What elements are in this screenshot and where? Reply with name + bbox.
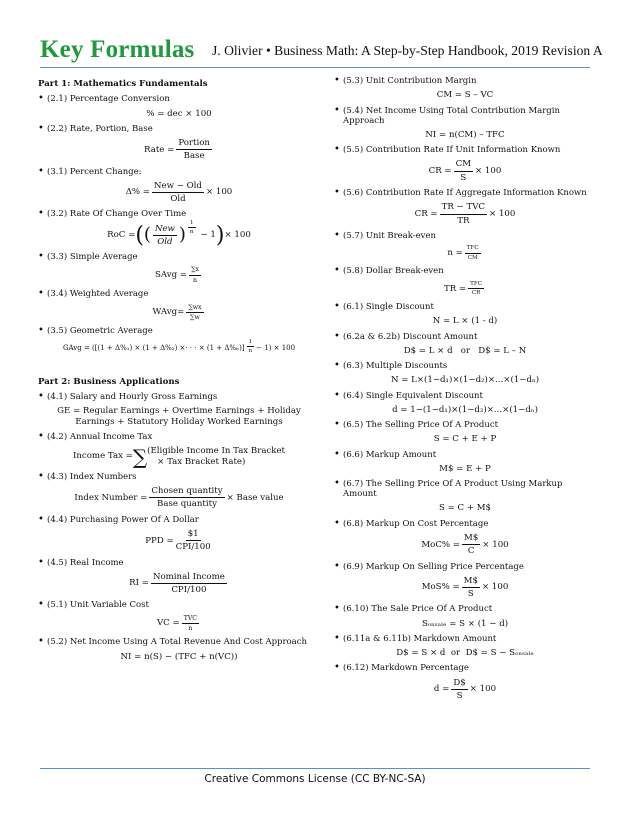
denominator: C	[467, 546, 475, 557]
formula: D$ = L × d or D$ = L – N	[403, 345, 527, 356]
formula-lhs: RI =	[129, 578, 149, 589]
formula: CM = S – VC	[436, 90, 494, 101]
formula-lhs: Index Number =	[74, 492, 148, 503]
formula: S = C + E + P	[433, 434, 497, 445]
fraction	[465, 245, 481, 261]
exponent-fraction	[247, 339, 255, 355]
formula-label: • (6.8) Markup On Cost Percentage	[334, 519, 596, 529]
formula: d = 1−(1−d₁)×(1−d₂)×...×(1−dₙ)	[392, 404, 538, 415]
exponent-denominator: n	[189, 229, 194, 236]
open-paren: (	[135, 222, 144, 248]
denominator: Old	[157, 236, 173, 247]
denominator: Old	[170, 194, 186, 205]
formula-two-line	[147, 446, 285, 467]
formula-label: • (6.5) The Selling Price Of A Product	[334, 420, 596, 430]
exponent-fraction	[188, 220, 196, 236]
formula	[334, 202, 596, 226]
numerator: ∑wx	[186, 304, 203, 313]
formula-label: • (6.9) Markup On Selling Price Percentage	[334, 562, 596, 572]
formula-lhs: RoC =	[107, 230, 136, 241]
formula-label: • (3.4) Weighted Average	[38, 289, 320, 299]
formula	[38, 138, 320, 162]
numerator: New − Old	[152, 181, 204, 193]
formula	[334, 576, 596, 600]
formula-rhs: × 100	[205, 187, 233, 198]
formula-label: • (3.1) Percent Change:	[38, 167, 320, 177]
numerator: ∑x	[189, 266, 201, 275]
formula	[38, 529, 320, 553]
formula-item	[38, 600, 320, 632]
formula-label: • (2.1) Percentage Conversion	[38, 94, 320, 104]
exponent-numerator: 1	[247, 339, 255, 348]
numerator: Nominal Income	[151, 572, 227, 584]
formula	[38, 615, 320, 633]
formula: N = L × (1 - d)	[432, 316, 498, 327]
formula-lhs: SAvg =	[155, 270, 188, 281]
formula-label: • (6.6) Markup Amount	[334, 450, 596, 460]
fraction	[151, 572, 227, 596]
formula-label: • (6.4) Single Equivalent Discount	[334, 391, 596, 401]
formula-item	[38, 392, 320, 427]
formula-label: • (6.7) The Selling Price Of A Product Using Markup Amount	[334, 479, 596, 499]
formula-label: • (5.3) Unit Contribution Margin	[334, 76, 596, 86]
formula: N = L×(1−d₁)×(1−d₂)×...×(1−dₙ)	[390, 375, 540, 386]
formula-item	[334, 231, 596, 262]
formula-tail: − 1) × 100	[256, 343, 296, 352]
formula-lhs: WAvg=	[152, 307, 185, 318]
formula-item	[334, 391, 596, 416]
formula-main: GAvg = ([(1 + Δ%₁) × (1 + Δ%₂) ×· · · × (1 + Δ%ₙ)]	[62, 343, 245, 352]
formula-rhs: × 100	[475, 166, 502, 177]
denominator: CPI/100	[171, 585, 207, 596]
numerator: $1	[186, 529, 201, 541]
exponent-numerator: 1	[188, 220, 196, 229]
denominator: S	[460, 172, 467, 183]
denominator: S	[456, 690, 463, 701]
numerator: TVC	[182, 615, 199, 624]
formula-rhs: × 100	[481, 582, 509, 593]
formula-item	[334, 634, 596, 659]
formula-label: • (4.2) Annual Income Tax	[38, 432, 320, 442]
numerator: TFC	[468, 281, 484, 290]
formula-item	[38, 472, 320, 510]
fraction	[176, 529, 211, 553]
formula-item	[38, 558, 320, 596]
formula	[334, 281, 596, 297]
formula-line: × Tax Bracket Rate)	[157, 456, 246, 467]
formula-label: • (5.7) Unit Break-even	[334, 231, 596, 241]
footer-divider	[40, 768, 590, 769]
formula-item	[334, 188, 596, 226]
formula-lhs: CR =	[428, 166, 452, 177]
formula-lhs: MoC% =	[421, 539, 461, 550]
formula-label: • (6.11a & 6.11b) Markdown Amount	[334, 634, 596, 644]
formula-item	[334, 145, 596, 183]
fraction	[182, 615, 199, 633]
part1-heading: Part 1: Mathematics Fundamentals	[38, 79, 208, 89]
formula-rhs: × 100	[469, 684, 497, 695]
formula	[334, 533, 596, 557]
formula-rhs: × 100	[489, 208, 516, 219]
formula	[38, 181, 320, 205]
formula-lhs: TR =	[443, 283, 467, 294]
formula: D$ = S × d or D$ = S − Sₒₙₛₐₗₑ	[396, 648, 534, 658]
formula-line: Earnings + Statutory Holiday Worked Earnings	[75, 416, 283, 427]
formula-lhs: Δ% =	[125, 187, 151, 198]
formula	[38, 219, 320, 248]
formula	[38, 486, 320, 510]
formula	[38, 304, 320, 322]
footer-license: Creative Commons License (CC BY-NC-SA)	[204, 773, 426, 785]
formula-label: • (5.6) Contribution Rate If Aggregate Information Known	[334, 188, 596, 198]
formula-two-line	[57, 406, 301, 427]
formula-item	[38, 515, 320, 553]
formula-item	[334, 302, 596, 327]
fraction	[468, 281, 484, 297]
formula-lhs: n =	[447, 248, 463, 259]
numerator: M$	[462, 576, 480, 588]
denominator: Base quantity	[157, 499, 217, 510]
formula-lhs: VC =	[156, 618, 180, 629]
formula-item	[334, 562, 596, 600]
formula-item	[38, 252, 320, 284]
formula-item	[38, 289, 320, 321]
open-paren: (	[143, 224, 151, 246]
formula	[38, 406, 320, 427]
formula-item	[38, 432, 320, 467]
header-divider	[40, 67, 590, 68]
formula-label: • (5.8) Dollar Break-even	[334, 266, 596, 276]
formula-label: • (6.1) Single Discount	[334, 302, 596, 312]
formula-lhs: CR =	[414, 208, 438, 219]
formula-item	[38, 209, 320, 247]
formula: Sₒₙₛₐₗₑ = S × (1 − d)	[421, 618, 509, 629]
formula-label: • (6.12) Markdown Percentage	[334, 663, 596, 673]
formula	[334, 159, 596, 183]
fraction	[451, 678, 467, 702]
formula: % = dec × 100	[146, 108, 212, 119]
formula: NI = n(CM) – TFC	[425, 129, 505, 140]
fraction	[440, 202, 487, 226]
formula	[38, 338, 320, 355]
formula-item	[38, 326, 320, 355]
denominator: n	[193, 276, 198, 284]
numerator: New	[153, 224, 177, 236]
formula-lhs: Income Tax =	[73, 451, 133, 462]
formula-item	[334, 420, 596, 445]
denominator: S	[467, 589, 474, 599]
fraction	[454, 159, 473, 183]
numerator: TFC	[465, 245, 481, 254]
fraction	[189, 266, 201, 284]
formula-item	[38, 124, 320, 162]
formula	[334, 245, 596, 261]
formula	[38, 266, 320, 284]
formula-label: • (5.1) Unit Variable Cost	[38, 600, 320, 610]
formula-line: (Eligible Income In Tax Bracket	[147, 446, 285, 457]
formula-lhs: Rate =	[144, 144, 175, 155]
formula-label: • (3.2) Rate Of Change Over Time	[38, 209, 320, 219]
numerator: Chosen quantity	[149, 486, 224, 498]
formula-item	[334, 519, 596, 557]
part2-heading: Part 2: Business Applications	[38, 376, 180, 387]
formula-item	[38, 167, 320, 205]
formula-item	[334, 361, 596, 386]
denominator: Base	[183, 151, 205, 162]
denominator: CPI/100	[175, 542, 211, 553]
fraction	[149, 486, 224, 510]
formula: NI = n(S) − (TFC + n(VC))	[120, 651, 238, 662]
numerator: D$	[451, 678, 467, 690]
formula-lhs: d =	[433, 684, 450, 695]
close-paren: )	[178, 224, 186, 246]
formula-item	[38, 637, 320, 662]
formula: M$ = E + P	[439, 463, 491, 474]
formula-label: • (4.5) Real Income	[38, 558, 320, 568]
formula-line: GE = Regular Earnings + Overtime Earnings + Holiday	[57, 406, 301, 417]
formula-label: • (4.3) Index Numbers	[38, 472, 320, 482]
formula-label: • (6.2a & 6.2b) Discount Amount	[334, 332, 596, 342]
formula-label: • (5.2) Net Income Using A Total Revenue And Cost Approach	[38, 637, 320, 647]
formula-item	[334, 266, 596, 297]
formula-item	[334, 332, 596, 357]
denominator: ∑w	[190, 313, 200, 321]
fraction	[176, 138, 212, 162]
formula-item	[334, 106, 596, 141]
formula-label: • (2.2) Rate, Portion, Base	[38, 124, 320, 134]
denominator: TR	[457, 215, 470, 226]
numerator: Portion	[176, 138, 212, 150]
formula-lhs: MoS% =	[421, 582, 460, 593]
close-paren: )	[215, 222, 225, 248]
formula-mid: − 1	[200, 230, 216, 241]
formula-item	[334, 479, 596, 514]
formula-label: • (5.4) Net Income Using Total Contribution Margin Approach	[334, 106, 596, 126]
formula-item	[334, 450, 596, 475]
formula	[38, 572, 320, 596]
formula-rhs: × 100	[482, 539, 509, 550]
formula-label: • (3.5) Geometric Average	[38, 326, 320, 336]
right-column	[334, 76, 596, 706]
fraction	[152, 181, 204, 205]
formula-label: • (5.5) Contribution Rate If Unit Information Known	[334, 145, 596, 155]
formula-item	[334, 76, 596, 101]
formula: S = C + M$	[438, 503, 492, 514]
formula-label: • (3.3) Simple Average	[38, 252, 320, 262]
formula-rhs: × 100	[224, 230, 251, 241]
fraction	[153, 224, 177, 248]
formula-label: • (6.3) Multiple Discounts	[334, 361, 596, 371]
denominator: n	[188, 624, 193, 632]
page-subtitle: J. Olivier • Business Math: A Step-by-Step Handbook, 2019 Revision A	[212, 43, 603, 58]
left-column	[38, 76, 320, 667]
formula	[38, 446, 320, 467]
formula-rhs: × Base value	[226, 492, 284, 503]
page-title: Key Formulas	[40, 36, 195, 63]
formula-lhs: PPD =	[145, 535, 174, 546]
exponent-denominator: n	[248, 348, 253, 355]
formula-label: • (4.4) Purchasing Power Of A Dollar	[38, 515, 320, 525]
formula-item	[334, 604, 596, 629]
formula-item	[38, 94, 320, 119]
denominator: CM	[467, 254, 478, 261]
formula	[334, 678, 596, 702]
formula-label: • (4.1) Salary and Hourly Gross Earnings	[38, 392, 320, 402]
denominator: CR	[471, 290, 481, 297]
formula-label: • (6.10) The Sale Price Of A Product	[334, 604, 596, 614]
numerator: M$	[462, 533, 480, 545]
numerator: CM	[454, 159, 473, 171]
fraction	[462, 533, 480, 557]
sigma-symbol: ∑	[132, 444, 148, 469]
fraction	[462, 576, 480, 600]
fraction	[186, 304, 203, 322]
formula-item	[334, 663, 596, 701]
numerator: TR − TVC	[440, 202, 487, 214]
